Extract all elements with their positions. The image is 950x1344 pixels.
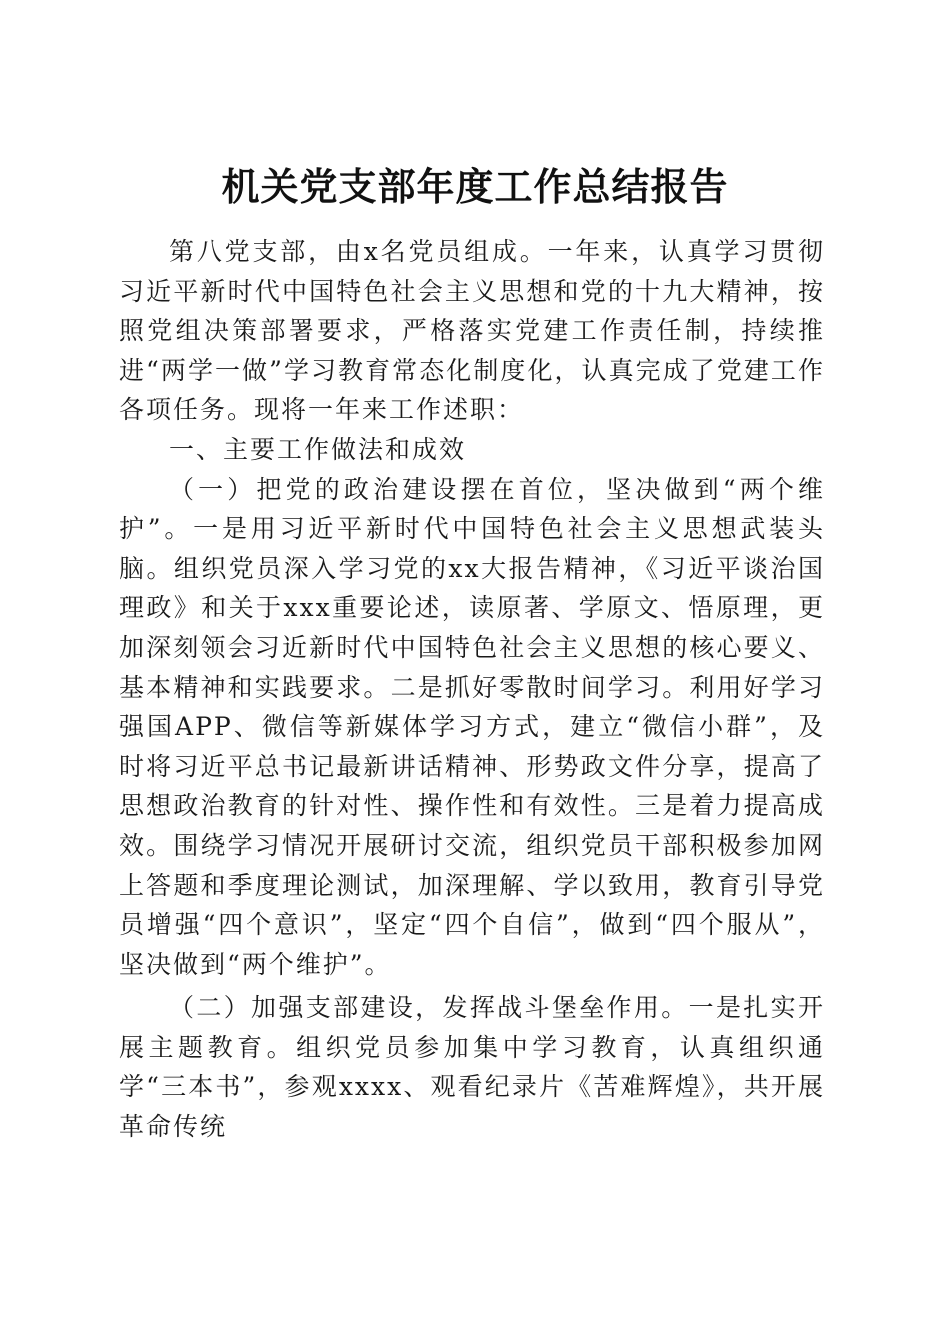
paragraph-branch-building: （二）加强支部建设，发挥战斗堡垒作用。一是扎实开展主题教育。组织党员参加集中学习教育，认真组织通学“三本书”，参观xxxx、观看纪录片《苦难辉煌》，共开展革命传统 <box>119 993 825 1142</box>
document-title: 机关党支部年度工作总结报告 <box>221 164 729 210</box>
intro-paragraph: 第八党支部，由x名党员组成。一年来，认真学习贯彻习近平新时代中国特色社会主义思想和党的十九大精神，按照党组决策部署要求，严格落实党建工作责任制，持续推进“两学一做”学习教育常态化制度化，认真完成了党建工作各项任务。现将一年来工作述职： <box>119 237 825 425</box>
paragraph-political-building: （一）把党的政治建设摆在首位，坚决做到“两个维护”。一是用习近平新时代中国特色社会主义思想武装头脑。组织党员深入学习党的xx大报告精神，《习近平谈治国理政》和关于xxx重要论述，读原著、学原文、悟原理，更加深刻领会习近新时代中国特色社会主义思想的核心要义、基本精神和实践要求。二是抓好零散时间学习。利用好学习强国APP、微信等新媒体学习方式，建立“微信小群”，及时将习近平总书记最新讲话精神、形势政文件分享，提高了思想政治教育的针对性、操作性和有效性。三是着力提高成效。围绕学习情况开展研讨交流，组织党员干部积极参加网上答题和季度理论测试，加深理解、学以致用，教育引导党员增强“四个意识”，坚定“四个自信”，做到“四个服从”，坚决做到“两个维护”。 <box>119 474 825 979</box>
document-body <box>119 232 825 1147</box>
section-heading: 一、主要工作做法和成效 <box>169 434 467 464</box>
